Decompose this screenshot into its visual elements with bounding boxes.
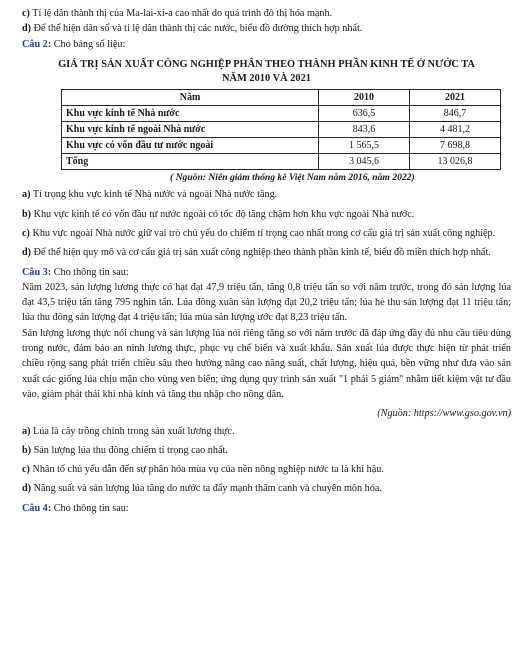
q3-option-b (22, 443, 511, 458)
table-row (62, 105, 501, 121)
table-row (62, 153, 501, 169)
option-text: Để thể hiện quy mô và cơ cấu giá trị sản xuất công nghiệp theo thành phần kinh tế, biểu đồ miền thích hợp nhất. (33, 247, 491, 259)
table-cell: 4 481,2 (410, 121, 501, 137)
table-cell: Khu vực kinh tế Nhà nước (62, 105, 319, 121)
option-c-top (22, 6, 511, 21)
option-text: Tỉ trọng khu vực kinh tế Nhà nước và ngoài Nhà nước tăng. (32, 189, 278, 201)
option-letter: a) (22, 425, 31, 437)
q3-option-c (22, 462, 511, 477)
option-text: Khu vực ngoài Nhà nước giữ vai trò chủ yếu do chiếm tỉ trọng cao nhất trong cơ cấu giá trị sản xuất công nghiệp. (32, 227, 496, 239)
question-label: Câu 2: (22, 38, 52, 50)
q2-option-b (22, 207, 511, 222)
option-letter: c) (22, 227, 30, 239)
q2-option-a (22, 187, 511, 202)
option-text: Nhân tố chủ yếu dẫn đến sự phân hóa mùa vụ của nền nông nghiệp nước ta là khí hậu. (32, 464, 384, 476)
header-cell: 2021 (410, 89, 501, 105)
table-title-line2: NĂM 2010 VÀ 2021 (222, 72, 311, 84)
option-text: Năng suất và sản lượng lúa tăng do nước ta đẩy mạnh thâm canh và chuyên môn hóa. (33, 483, 382, 495)
table-cell: 3 045,6 (319, 153, 410, 169)
question-prompt: Cho thông tin sau: (53, 266, 129, 278)
q3-option-d (22, 481, 511, 496)
option-text: Khu vực kinh tế có vốn đầu tư nước ngoài có tốc độ tăng chậm hơn khu vực ngoài Nhà nước. (33, 208, 415, 220)
option-d-top (22, 21, 511, 36)
q3-paragraph-2: Sản lượng lương thực nói chung và sản lượng lúa nói riêng tăng so với năm trước đã đáp ứng đầy đủ nhu cầu tiêu dùng trong nước, đảm bảo an ninh lương thực, phục vụ chế biến và xuất khẩu. Sản xuất lúa được thực hiện từ phát triển chiều rộng sang phát triển chiều sâu theo hướng nâng cao năng suất, chất lượng, hiệu quả, bền vững như đưa vào sản xuất các giống lúa chịu mặn cho vùng ven biển; ứng dụng quy trình sản xuất "1 phải 5 giảm" nhằm tiết kiệm vật tư đầu vào, giảm phát thải khí nhà kính và tăng thu nhập cho nông dân. (22, 327, 511, 400)
table-cell: Khu vực kinh tế ngoài Nhà nước (62, 121, 319, 137)
table-cell: Tổng (62, 153, 319, 169)
table-header-row (62, 89, 501, 105)
table-row (62, 137, 501, 153)
option-letter: b) (22, 444, 32, 456)
option-text: Lúa là cây trồng chính trong sản xuất lương thực. (33, 425, 235, 437)
table-cell: 843,6 (319, 121, 410, 137)
q3-paragraph-1: Năm 2023, sản lượng lương thực có hạt đạt 47,9 triệu tấn, tăng 0,8 triệu tấn so với năm trước, trong đó sản lượng lúa đạt 43,5 triệu tấn tăng 795 nghìn tấn. Lúa đông xuân sản lượng đạt 20,2 triệu tấn; lúa hè thu sản lượng đạt 11 triệu tấn; lúa thu đông sản lượng đạt 4 triệu tấn; lúa mùa sản lượng ước đạt 8,23 triệu tấn. (22, 281, 511, 324)
question-4-heading (22, 501, 511, 516)
table-cell: 1 565,5 (319, 137, 410, 153)
data-table (61, 89, 501, 170)
table-title (22, 58, 511, 86)
table-cell: 636,5 (319, 105, 410, 121)
option-letter: b) (22, 208, 32, 220)
option-text: Sản lượng lúa thu đông chiếm tỉ trọng cao nhất. (33, 444, 228, 456)
option-letter: d) (22, 247, 32, 259)
q2-option-c (22, 226, 511, 241)
question-label: Câu 4: (22, 502, 52, 514)
option-letter: c) (22, 464, 30, 476)
table-cell: 7 698,8 (410, 137, 501, 153)
header-cell: Năm (62, 89, 319, 105)
table-cell: 13 026,8 (410, 153, 501, 169)
option-text: Để thể hiện dân số và tỉ lệ dân thành thị các nước, biểu đồ đường thích hợp nhất. (33, 23, 363, 35)
option-letter: d) (22, 483, 32, 495)
question-label: Câu 3: (22, 266, 52, 278)
question-3-heading (22, 265, 511, 280)
table-title-line1: GIÁ TRỊ SẢN XUẤT CÔNG NGHIỆP PHÂN THEO THÀNH PHẦN KINH TẾ Ở NƯỚC TA (58, 58, 475, 70)
question-prompt: Cho thông tin sau: (53, 502, 129, 514)
question-2-heading (22, 37, 511, 52)
header-cell: 2010 (319, 89, 410, 105)
q3-option-a (22, 424, 511, 439)
table-cell: Khu vực có vốn đầu tư nước ngoài (62, 137, 319, 153)
option-letter: c) (22, 8, 30, 19)
option-text: Tỉ lệ dân thành thị của Ma-lai-xi-a cao nhất do quá trình đô thị hóa mạnh. (32, 8, 333, 19)
question-prompt: Cho bảng số liệu: (53, 38, 126, 50)
q2-option-d (22, 245, 511, 260)
table-row (62, 121, 501, 137)
table-cell: 846,7 (410, 105, 501, 121)
option-letter: a) (22, 189, 31, 201)
q3-source: (Nguồn: https://www.gso.gov.vn) (377, 408, 511, 420)
table-source: ( Nguồn: Niên giám thống kê Việt Nam năm 2016, năm 2022) (170, 171, 415, 183)
option-letter: d) (22, 23, 32, 35)
